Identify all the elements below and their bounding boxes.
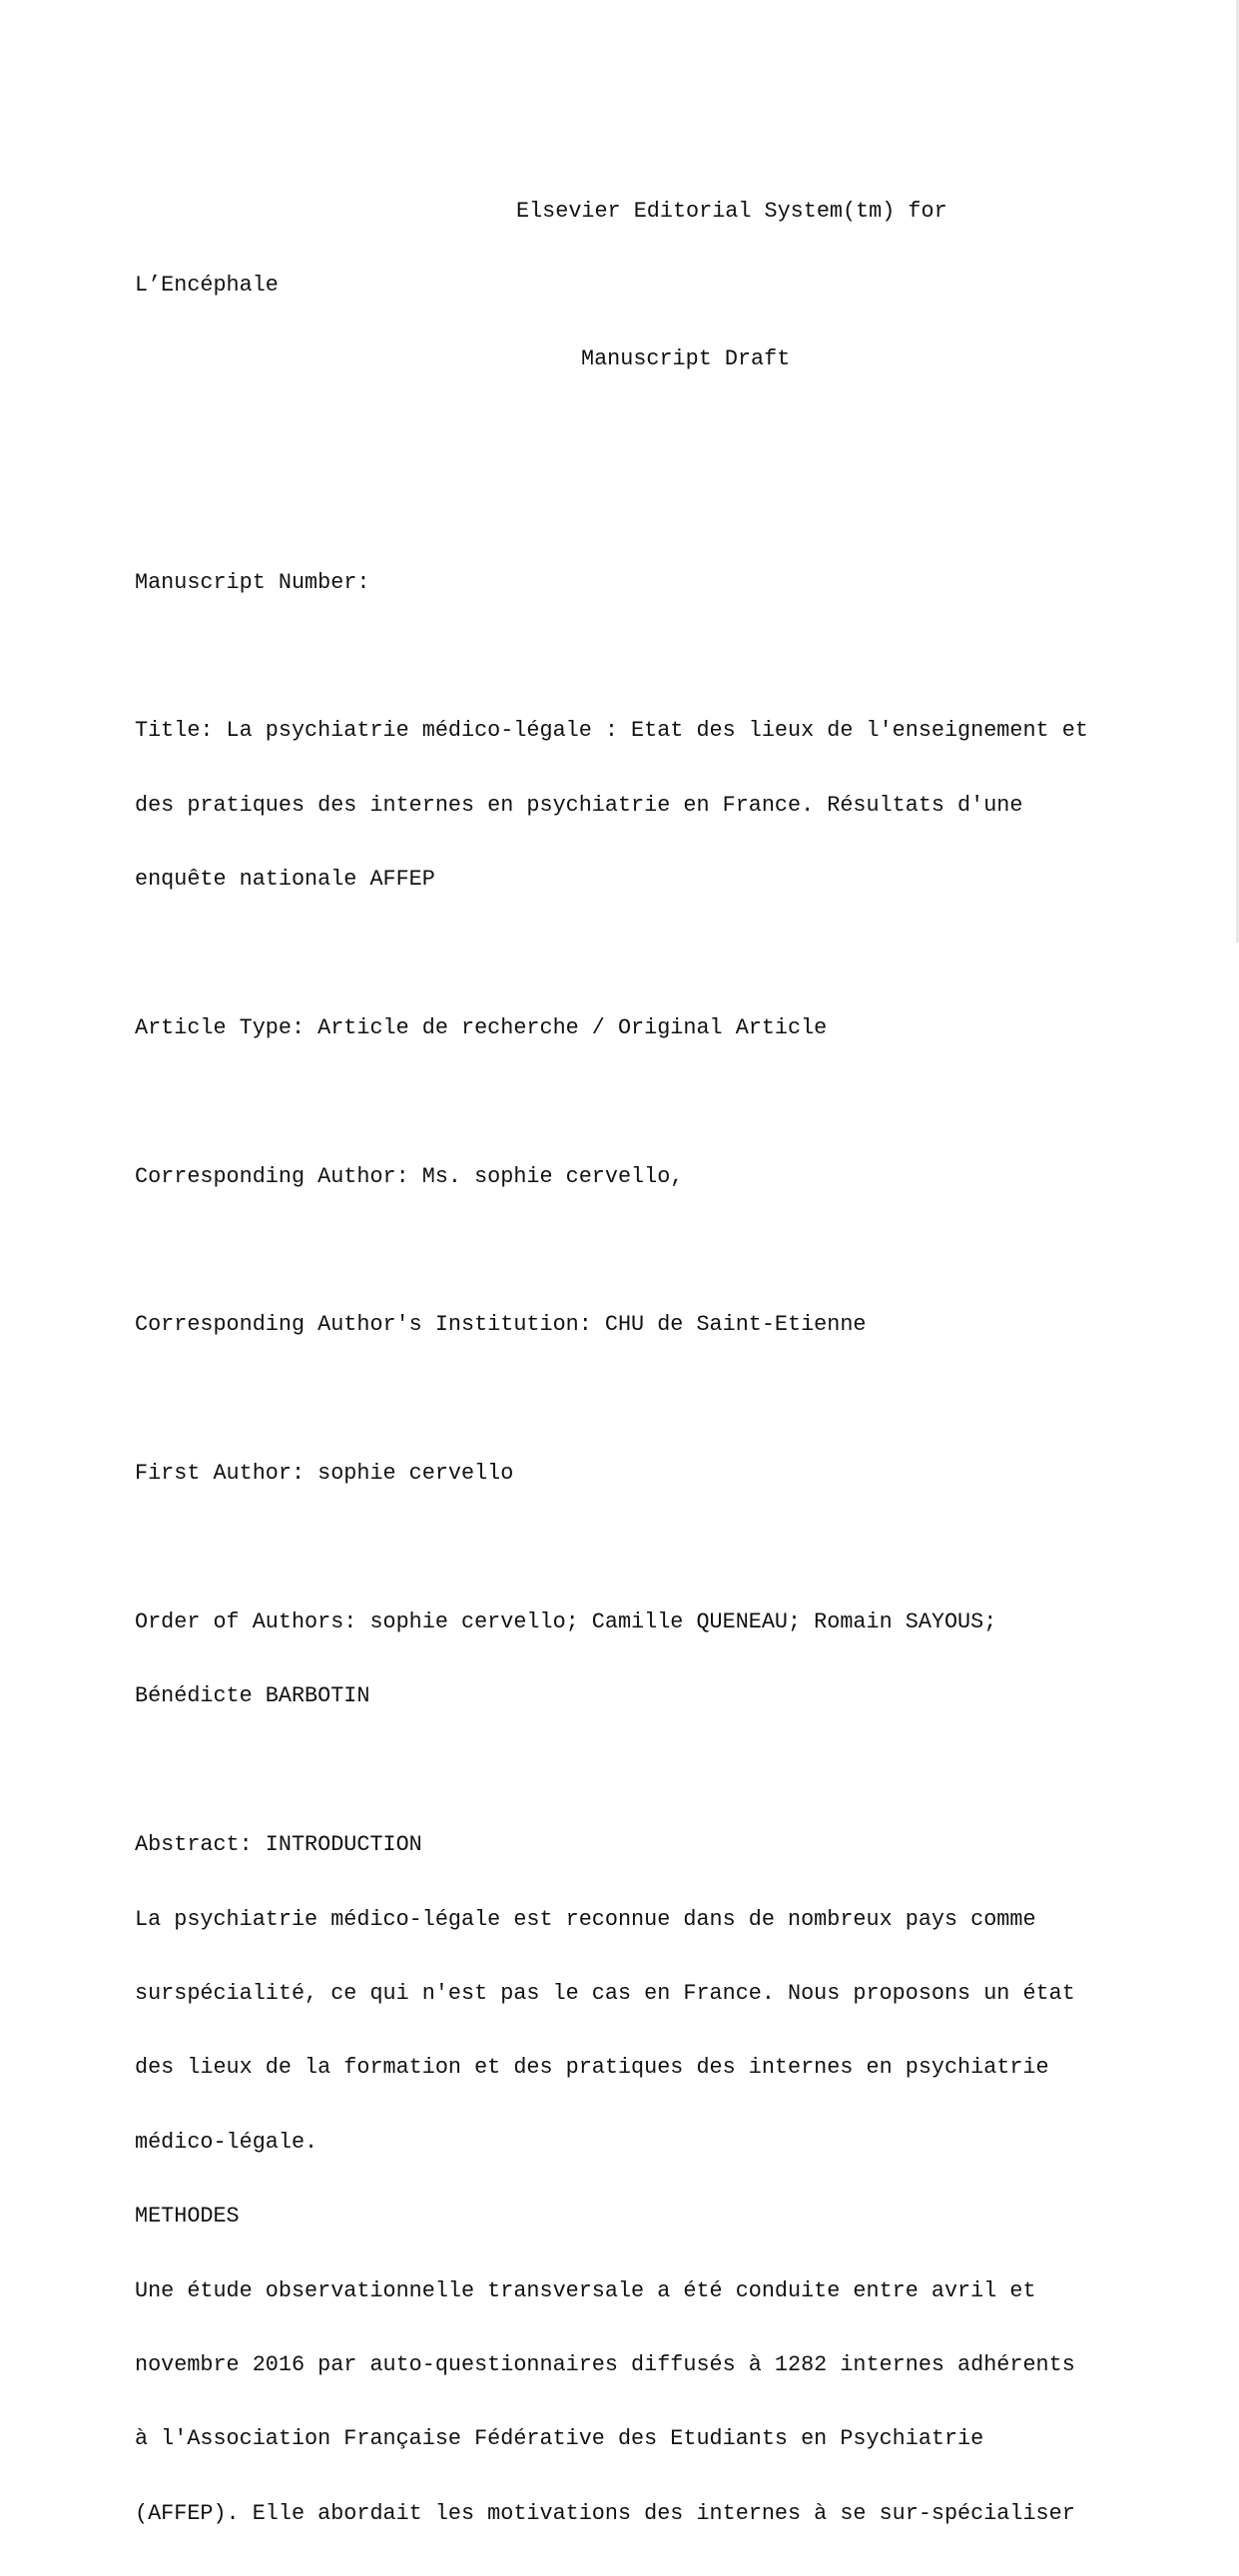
abstract-line-8: novembre 2016 par auto-questionnaires diffusés à 1282 internes adhérents <box>135 2351 1075 2377</box>
abstract-line-10: (AFFEP). Elle abordait les motivations des internes à se sur-spécialiser <box>135 2500 1075 2526</box>
author-institution: Corresponding Author's Institution: CHU de Saint-Etienne <box>135 1312 867 1338</box>
abstract-line-4: des lieux de la formation et des pratiques des internes en psychiatrie <box>135 2055 1049 2081</box>
abstract-line-7: Une étude observationnelle transversale a été conduite entre avril et <box>135 2277 1036 2303</box>
abstract-line-3: surspécialité, ce qui n'est pas le cas en France. Nous proposons un état <box>135 1980 1075 2006</box>
order-of-authors-line-2: Bénédicte BARBOTIN <box>135 1683 370 1709</box>
title-line-1: Title: La psychiatrie médico-légale : Etat des lieux de l'enseignement et <box>135 718 1088 744</box>
abstract-line-9: à l'Association Française Fédérative des Etudiants en Psychiatrie <box>135 2426 984 2452</box>
abstract-line-6: METHODES <box>135 2204 240 2230</box>
manuscript-number: Manuscript Number: <box>135 569 370 595</box>
corresponding-author: Corresponding Author: Ms. sophie cervello, <box>135 1163 684 1189</box>
abstract-line-2: La psychiatrie médico-légale est reconnue dans de nombreux pays comme <box>135 1906 1036 1932</box>
title-line-2: des pratiques des internes en psychiatrie en France. Résultats d'une <box>135 792 1023 818</box>
journal-name: L’Encéphale <box>135 272 279 298</box>
abstract-line-5: médico-légale. <box>135 2129 318 2155</box>
first-author: First Author: sophie cervello <box>135 1461 514 1487</box>
abstract-line-1: Abstract: INTRODUCTION <box>135 1832 422 1858</box>
article-type: Article Type: Article de recherche / Original Article <box>135 1014 828 1040</box>
manuscript-text <box>135 150 1133 2576</box>
order-of-authors-line-1: Order of Authors: sophie cervello; Camille QUENEAU; Romain SAYOUS; <box>135 1610 997 1635</box>
draft-label: Manuscript Draft <box>581 346 791 372</box>
system-line: Elsevier Editorial System(tm) for <box>516 198 947 224</box>
title-line-3: enquête nationale AFFEP <box>135 867 435 893</box>
